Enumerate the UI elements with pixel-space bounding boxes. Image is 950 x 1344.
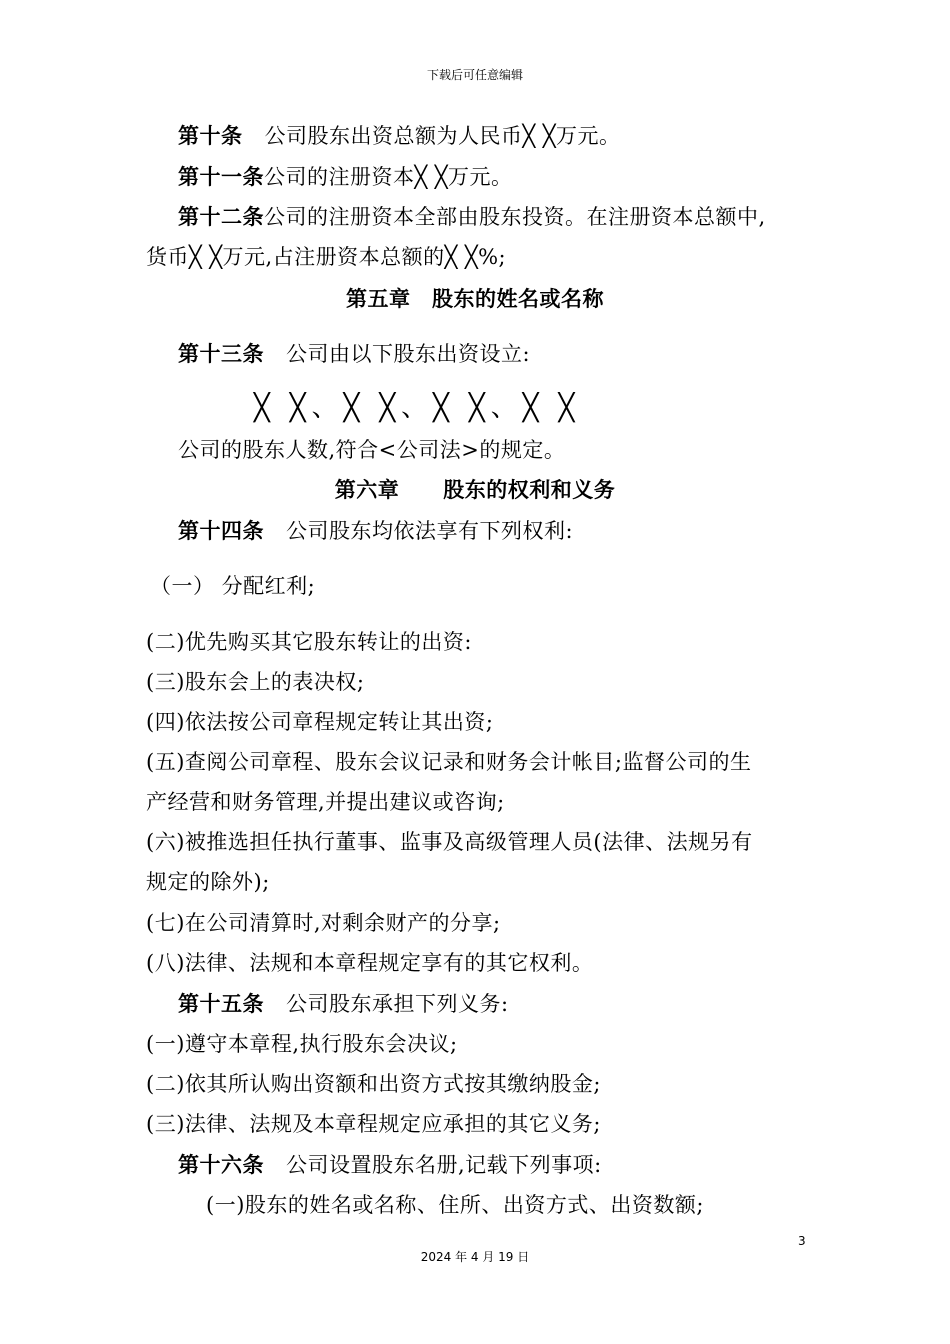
article-text: 公司股东均依法享有下列权利: <box>286 519 574 543</box>
page-footer-date: 2024 年 4 月 19 日 <box>420 1250 530 1264</box>
article-text: 公司股东承担下列义务: <box>286 992 509 1016</box>
article-text: 公司由以下股东出资设立: <box>286 342 531 366</box>
right-item-2: (二)优先购买其它股东转让的出资: <box>146 630 472 654</box>
article-title: 第十六条 <box>178 1152 264 1177</box>
article-title: 第十一条 <box>178 164 264 189</box>
page-number: 3 <box>798 1234 806 1248</box>
chapter-5-heading: 第五章 股东的姓名或名称 <box>346 286 604 311</box>
article-15 <box>178 990 858 1018</box>
right-item-1: （一） 分配红利; <box>150 574 316 598</box>
shareholder-count: 公司的股东人数,符合<公司法>的规定。 <box>178 438 566 462</box>
page-header: 下载后可任意编辑 <box>426 68 523 82</box>
article-12 <box>178 203 858 231</box>
article-title: 第十条 <box>178 123 243 148</box>
right-item-4: (四)依法按公司章程规定转让其出资; <box>146 710 494 734</box>
article-10 <box>178 122 858 150</box>
right-item-3: (三)股东会上的表决权; <box>146 670 365 694</box>
chapter-6-heading <box>0 476 950 504</box>
article-title: 第十二条 <box>178 204 264 229</box>
article-14 <box>178 517 858 545</box>
article-12-continued: 货币╳ ╳万元,占注册资本总额的╳ ╳%; <box>146 245 507 269</box>
chapter-number: 第六章 <box>334 477 400 502</box>
obligation-item-2: (二)依其所认购出资额和出资方式按其缴纳股金; <box>146 1072 601 1096</box>
article-11 <box>178 163 858 191</box>
article-text: 公司股东出资总额为人民币╳ ╳万元。 <box>264 124 621 148</box>
right-item-8: (八)法律、法规和本章程规定享有的其它权利。 <box>146 951 594 975</box>
right-item-7: (七)在公司清算时,对剩余财产的分享; <box>146 911 501 935</box>
right-item-5-continued: 产经营和财务管理,并提出建议或咨询; <box>146 790 505 814</box>
right-item-6-continued: 规定的除外); <box>146 870 270 894</box>
article-text: 公司的注册资本全部由股东投资。在注册资本总额中, <box>264 205 766 229</box>
right-item-5: (五)查阅公司章程、股东会议记录和财务会计帐目;监督公司的生 <box>146 750 752 774</box>
article-title: 第十三条 <box>178 341 264 366</box>
article-title: 第十四条 <box>178 518 264 543</box>
article-16 <box>178 1151 858 1179</box>
right-item-6: (六)被推选担任执行董事、监事及高级管理人员(法律、法规另有 <box>146 830 753 854</box>
article-title: 第十五条 <box>178 991 264 1016</box>
register-item-1: (一)股东的姓名或名称、住所、出资方式、出资数额; <box>206 1193 704 1217</box>
obligation-item-1: (一)遵守本章程,执行股东会决议; <box>146 1032 458 1056</box>
shareholder-list: ╳ ╳、╳ ╳、╳ ╳、╳ ╳ <box>254 393 581 423</box>
article-text: 公司设置股东名册,记载下列事项: <box>286 1153 602 1177</box>
chapter-title: 股东的权利和义务 <box>443 477 616 502</box>
article-text: 公司的注册资本╳ ╳万元。 <box>264 165 513 189</box>
article-13 <box>178 340 858 368</box>
obligation-item-3: (三)法律、法规及本章程规定应承担的其它义务; <box>146 1112 601 1136</box>
